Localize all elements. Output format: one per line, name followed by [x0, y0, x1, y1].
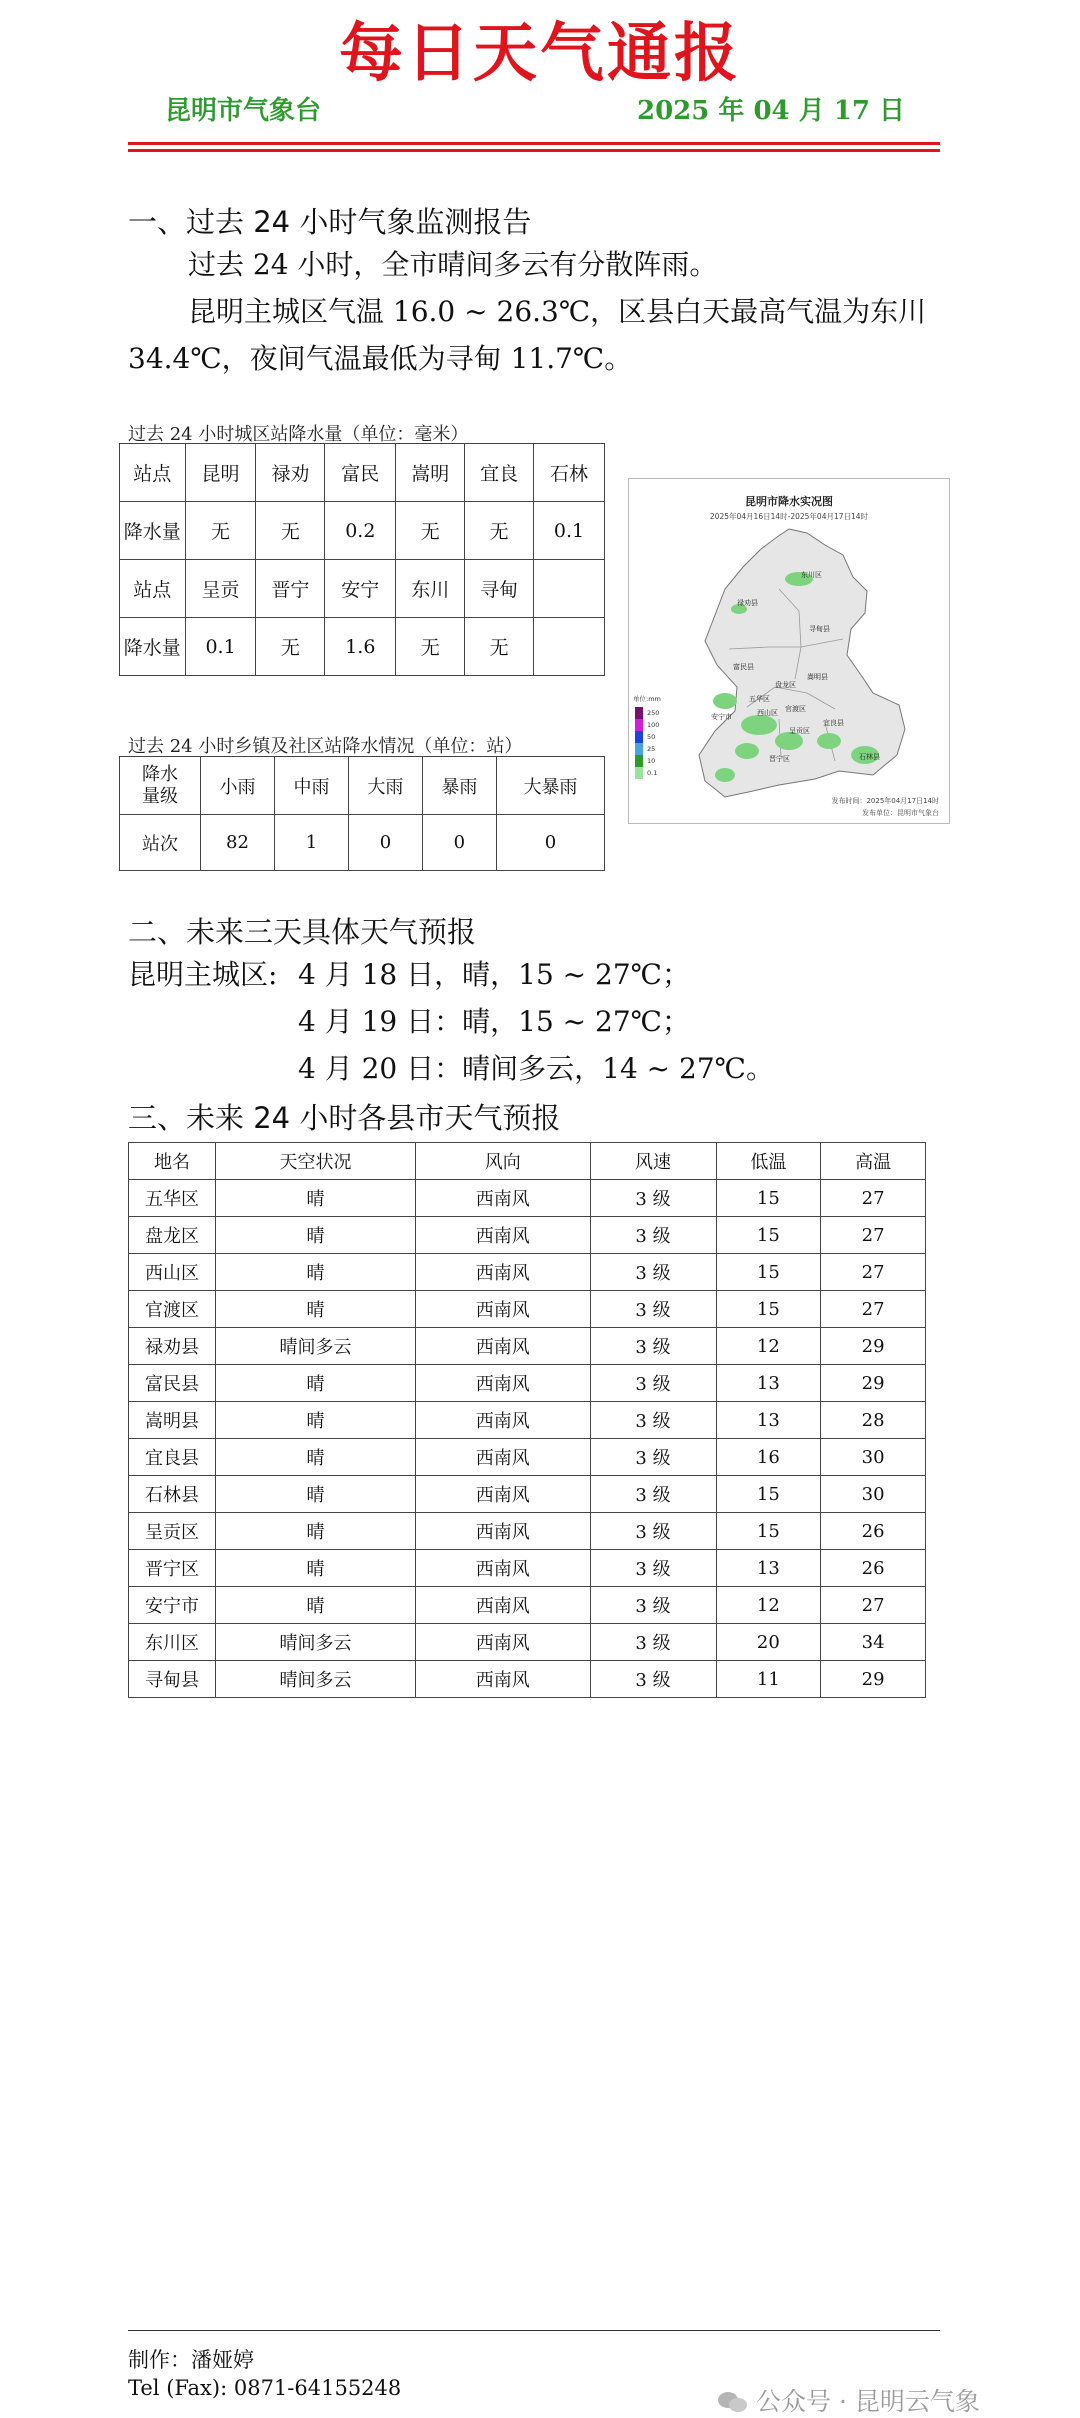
table-cell: 石林县	[129, 1476, 216, 1513]
section1-heading: 一、过去 24 小时气象监测报告	[128, 205, 532, 239]
table-cell: 3 级	[590, 1365, 716, 1402]
column-header: 风速	[590, 1143, 716, 1180]
table-cell: 无	[465, 618, 534, 676]
place-label: 晋宁区	[769, 755, 790, 763]
table-row	[120, 618, 605, 676]
legend-label: 50	[647, 733, 656, 741]
table-cell: 小雨	[201, 757, 275, 815]
place-label: 寻甸县	[809, 625, 830, 633]
table-cell: 盘龙区	[129, 1217, 216, 1254]
section2-heading: 二、未来三天具体天气预报	[128, 915, 477, 949]
table-cell: 12	[716, 1328, 821, 1365]
column-header: 风向	[415, 1143, 590, 1180]
table-row	[120, 757, 605, 815]
place-label: 官渡区	[785, 705, 806, 713]
table-cell: 官渡区	[129, 1291, 216, 1328]
map-issue-time: 发布时间：2025年04月17日14时	[831, 797, 939, 805]
table-cell: 西南风	[415, 1439, 590, 1476]
table-cell: 30	[821, 1439, 926, 1476]
table-cell: 宜良	[465, 444, 534, 502]
table-cell: 3 级	[590, 1180, 716, 1217]
map-title: 昆明市降水实况图	[745, 495, 833, 508]
place-label: 富民县	[733, 663, 754, 671]
legend-swatch	[635, 707, 643, 719]
table-cell: 11	[716, 1661, 821, 1698]
table-cell: 晴	[216, 1254, 416, 1291]
table-cell: 大暴雨	[496, 757, 604, 815]
column-header: 高温	[821, 1143, 926, 1180]
table-cell: 晴	[216, 1587, 416, 1624]
table-cell: 西南风	[415, 1328, 590, 1365]
forecast-table-body	[129, 1180, 926, 1698]
table-cell: 嵩明县	[129, 1402, 216, 1439]
county-forecast-table	[128, 1142, 926, 1698]
table-row	[120, 560, 605, 618]
table-cell: 寻甸	[465, 560, 534, 618]
table-cell: 27	[821, 1291, 926, 1328]
table-row	[129, 1624, 926, 1661]
table-cell: 暴雨	[422, 757, 496, 815]
table-cell: 降水量	[120, 502, 186, 560]
table-cell: 宜良县	[129, 1439, 216, 1476]
legend-swatch	[635, 755, 643, 767]
watermark-text: 公众号 · 昆明云气象	[756, 2387, 980, 2416]
cell-line: 降水	[142, 763, 178, 785]
table-cell: 西南风	[415, 1291, 590, 1328]
table-cell: 26	[821, 1513, 926, 1550]
table-row	[129, 1513, 926, 1550]
table-cell	[534, 618, 605, 676]
map-issuer: 发布单位：昆明市气象台	[862, 809, 939, 817]
table-cell: 呈贡区	[129, 1513, 216, 1550]
table-header-row	[129, 1143, 926, 1180]
table-cell: 晴	[216, 1217, 416, 1254]
table-cell: 3 级	[590, 1550, 716, 1587]
table-cell: 15	[716, 1217, 821, 1254]
table-cell: 15	[716, 1254, 821, 1291]
table-cell: 15	[716, 1476, 821, 1513]
table-row	[129, 1550, 926, 1587]
table-cell: 15	[716, 1180, 821, 1217]
table-cell: 3 级	[590, 1328, 716, 1365]
table-cell: 西南风	[415, 1661, 590, 1698]
table-row	[129, 1365, 926, 1402]
table-cell: 站次	[120, 815, 201, 871]
table-cell: 晴间多云	[216, 1661, 416, 1698]
cell-line: 量级	[142, 785, 178, 807]
table-cell: 0	[496, 815, 604, 871]
place-label: 禄劝县	[737, 599, 758, 607]
map-legend	[635, 707, 659, 779]
place-label: 西山区	[757, 709, 778, 717]
table-row	[129, 1587, 926, 1624]
table-cell: 西南风	[415, 1624, 590, 1661]
section1-paragraph: 过去 24 小时，全市晴间多云有分散阵雨。	[188, 248, 718, 281]
table-cell: 晋宁	[256, 560, 325, 618]
table-cell: 15	[716, 1291, 821, 1328]
table-cell: 禄劝	[256, 444, 325, 502]
legend-swatch	[635, 719, 643, 731]
table-cell: 晴	[216, 1476, 416, 1513]
table-cell: 3 级	[590, 1624, 716, 1661]
precipitation-map	[628, 478, 950, 824]
table-cell: 安宁市	[129, 1587, 216, 1624]
table-cell: 富民	[325, 444, 396, 502]
table-row	[129, 1291, 926, 1328]
table-cell: 晴间多云	[216, 1328, 416, 1365]
table-cell: 呈贡	[185, 560, 256, 618]
table-row	[129, 1328, 926, 1365]
table-cell: 西南风	[415, 1587, 590, 1624]
place-label: 安宁市	[711, 713, 732, 721]
legend-label: 0.1	[647, 769, 658, 777]
table-cell: 无	[396, 618, 465, 676]
table-cell: 27	[821, 1180, 926, 1217]
table-cell: 西南风	[415, 1365, 590, 1402]
table-cell: 西南风	[415, 1550, 590, 1587]
map-graphic	[629, 479, 949, 823]
place-label: 呈贡区	[789, 727, 810, 735]
table-cell: 西南风	[415, 1513, 590, 1550]
table-cell: 27	[821, 1587, 926, 1624]
header-divider	[128, 149, 940, 152]
table-row	[129, 1402, 926, 1439]
table-cell: 3 级	[590, 1254, 716, 1291]
table-cell: 30	[821, 1476, 926, 1513]
column-header: 天空状况	[216, 1143, 416, 1180]
table-cell: 东川	[396, 560, 465, 618]
map-period: 2025年04月16日14时-2025年04月17日14时	[709, 512, 869, 521]
table-cell: 34	[821, 1624, 926, 1661]
table-cell: 0	[422, 815, 496, 871]
table-cell: 嵩明	[396, 444, 465, 502]
table-cell: 晴	[216, 1550, 416, 1587]
table-cell: 29	[821, 1328, 926, 1365]
table-row	[120, 444, 605, 502]
table-cell: 站点	[120, 560, 186, 618]
table-cell: 15	[716, 1513, 821, 1550]
wechat-icon	[718, 2392, 748, 2414]
table-cell: 站点	[120, 444, 186, 502]
table-row	[129, 1476, 926, 1513]
table-row	[129, 1217, 926, 1254]
table-cell: 五华区	[129, 1180, 216, 1217]
report-title: 每日天气通报	[339, 17, 741, 91]
table-cell: 3 级	[590, 1513, 716, 1550]
table-cell: 大雨	[348, 757, 422, 815]
table-cell: 无	[256, 618, 325, 676]
table-cell: 3 级	[590, 1217, 716, 1254]
table2-caption: 过去 24 小时乡镇及社区站降水情况（单位：站）	[128, 736, 523, 757]
table-cell: 无	[396, 502, 465, 560]
table-cell: 西南风	[415, 1217, 590, 1254]
table-row	[129, 1180, 926, 1217]
table-cell	[120, 757, 201, 815]
table-cell: 晴	[216, 1513, 416, 1550]
table-cell	[534, 560, 605, 618]
table-cell: 无	[256, 502, 325, 560]
table-cell: 富民县	[129, 1365, 216, 1402]
table-cell: 3 级	[590, 1439, 716, 1476]
table-row	[129, 1661, 926, 1698]
table-cell: 29	[821, 1365, 926, 1402]
table-cell: 3 级	[590, 1402, 716, 1439]
table-cell: 3 级	[590, 1587, 716, 1624]
table-cell: 晴间多云	[216, 1624, 416, 1661]
table-cell: 3 级	[590, 1476, 716, 1513]
author-line: 制作：潘娅婷	[128, 2348, 254, 2372]
forecast-line: 4 月 19 日：晴，15 ~ 27℃；	[298, 1005, 690, 1038]
table-cell: 禄劝县	[129, 1328, 216, 1365]
section1-paragraph: 昆明主城区气温 16.0 ~ 26.3℃，区县白天最高气温为东川	[188, 295, 927, 328]
table-cell: 西山区	[129, 1254, 216, 1291]
table-cell: 20	[716, 1624, 821, 1661]
table-cell: 13	[716, 1550, 821, 1587]
table-cell: 无	[185, 502, 256, 560]
legend-label: 10	[647, 757, 656, 765]
legend-swatch	[635, 743, 643, 755]
legend-label: 25	[647, 745, 656, 753]
table-cell: 西南风	[415, 1254, 590, 1291]
header-divider	[128, 142, 940, 145]
table-cell: 13	[716, 1402, 821, 1439]
table-cell: 西南风	[415, 1476, 590, 1513]
table-cell: 晴	[216, 1402, 416, 1439]
station-precip-table	[119, 443, 605, 676]
table-cell: 28	[821, 1402, 926, 1439]
table-cell: 中雨	[274, 757, 348, 815]
township-precip-table	[119, 756, 605, 871]
column-header: 低温	[716, 1143, 821, 1180]
table-cell: 26	[821, 1550, 926, 1587]
legend-label: 100	[647, 721, 660, 729]
table-cell: 西南风	[415, 1402, 590, 1439]
table-row	[120, 815, 605, 871]
forecast-label: 昆明主城区:	[128, 958, 278, 991]
table-cell: 29	[821, 1661, 926, 1698]
legend-swatch	[635, 731, 643, 743]
table-cell: 0.1	[534, 502, 605, 560]
table-cell: 石林	[534, 444, 605, 502]
table-cell: 无	[465, 502, 534, 560]
table1-caption: 过去 24 小时城区站降水量（单位：毫米）	[128, 424, 469, 445]
tel-line: Tel (Fax): 0871-64155248	[128, 2376, 402, 2400]
watermark	[718, 2382, 980, 2418]
table-cell: 晴	[216, 1365, 416, 1402]
table-cell: 3 级	[590, 1291, 716, 1328]
table-cell: 27	[821, 1217, 926, 1254]
column-header: 地名	[129, 1143, 216, 1180]
place-label: 石林县	[859, 753, 880, 761]
table-cell: 晋宁区	[129, 1550, 216, 1587]
table-cell: 82	[201, 815, 275, 871]
section3-heading: 三、未来 24 小时各县市天气预报	[128, 1101, 561, 1135]
table-cell: 16	[716, 1439, 821, 1476]
table-cell: 安宁	[325, 560, 396, 618]
table-cell: 0	[348, 815, 422, 871]
table-cell: 晴	[216, 1180, 416, 1217]
table-cell: 昆明	[185, 444, 256, 502]
table-cell: 1	[274, 815, 348, 871]
table-cell: 西南风	[415, 1180, 590, 1217]
table-cell: 1.6	[325, 618, 396, 676]
table-row	[120, 502, 605, 560]
table-cell: 寻甸县	[129, 1661, 216, 1698]
table-row	[129, 1439, 926, 1476]
place-label: 盘龙区	[775, 681, 796, 689]
legend-swatch	[635, 767, 643, 779]
table-cell: 东川区	[129, 1624, 216, 1661]
forecast-line: 4 月 18 日，晴，15 ~ 27℃；	[298, 958, 690, 991]
legend-label: 250	[647, 709, 660, 717]
issuing-org: 昆明市气象台	[165, 96, 322, 126]
place-label: 东川区	[801, 571, 822, 579]
table-cell: 12	[716, 1587, 821, 1624]
section1-paragraph: 34.4℃，夜间气温最低为寻甸 11.7℃。	[128, 342, 633, 375]
place-label: 五华区	[749, 695, 770, 703]
table-cell: 降水量	[120, 618, 186, 676]
table-cell: 晴	[216, 1439, 416, 1476]
forecast-line: 4 月 20 日：晴间多云，14 ~ 27℃。	[298, 1052, 774, 1085]
table-cell: 13	[716, 1365, 821, 1402]
table-cell: 27	[821, 1254, 926, 1291]
footer-divider	[128, 2330, 940, 2331]
table-cell: 晴	[216, 1291, 416, 1328]
legend-unit: 单位:mm	[633, 695, 661, 703]
table-cell: 0.2	[325, 502, 396, 560]
table-cell: 3 级	[590, 1661, 716, 1698]
place-label: 嵩明县	[807, 673, 828, 681]
place-label: 宜良县	[823, 719, 844, 727]
report-date: 2025 年 04 月 17 日	[637, 96, 905, 126]
table-row	[129, 1254, 926, 1291]
table-cell: 0.1	[185, 618, 256, 676]
